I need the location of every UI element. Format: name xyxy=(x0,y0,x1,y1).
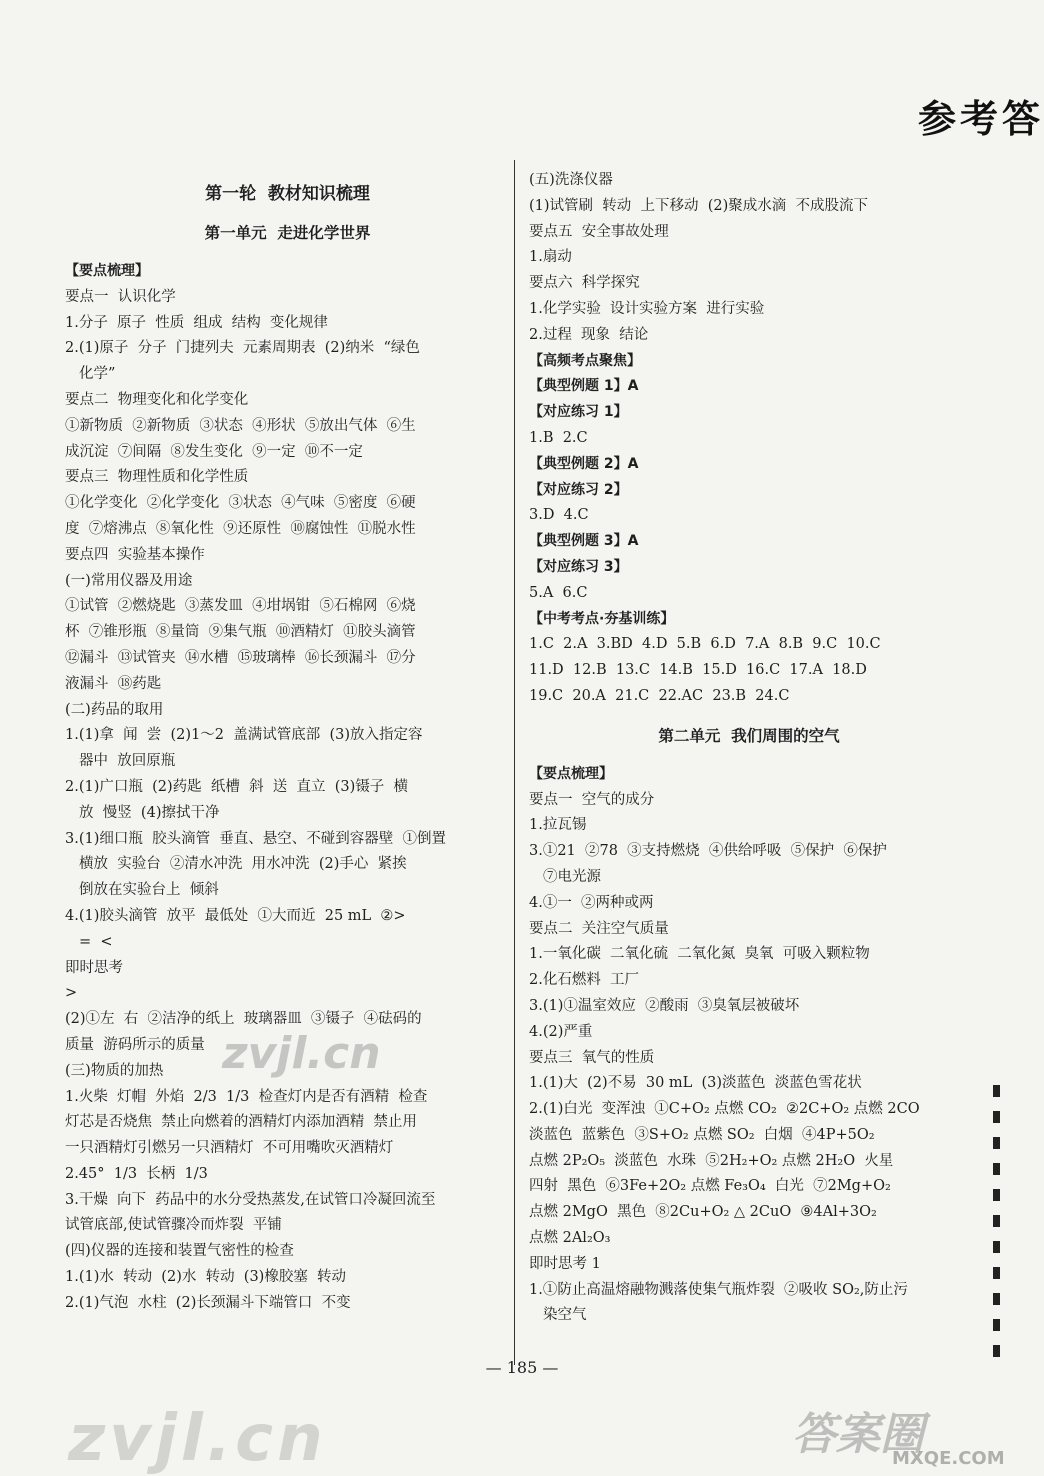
right-line-7: 【高频考点聚焦】 xyxy=(529,352,641,369)
right-line-6: 2.过程 现象 结论 xyxy=(529,326,649,343)
right-line-10: 1.B 2.C xyxy=(529,429,588,446)
right-line-9: 【对应练习 1】 xyxy=(529,404,628,421)
right-column xyxy=(529,168,969,1329)
left-line-27: 4.(1)胶头滴管 放平 最低处 ①大而近 25 mL ②> xyxy=(65,907,406,924)
right-line-28: 要点二 关注空气质量 xyxy=(529,920,669,937)
edge-marks xyxy=(993,1085,1000,1371)
right-line-11: 【典型例题 2】A xyxy=(529,455,639,472)
right-line-2: 要点五 安全事故处理 xyxy=(529,223,669,240)
right-line-8: 【典型例题 1】A xyxy=(529,378,639,395)
left-line-24: 3.(1)细口瓶 胶头滴管 垂直、悬空、不碰到容器壁 ①倒置 xyxy=(65,830,447,847)
right-line-16: 5.A 6.C xyxy=(529,584,588,601)
right-line-1: (1)试管刷 转动 上下移动 (2)聚成水滴 不成股流下 xyxy=(529,197,868,214)
left-line-11: ①化学变化 ②化学变化 ③状态 ④气味 ⑤密度 ⑥硬 xyxy=(65,495,416,512)
right-line-26: ⑦电光源 xyxy=(543,868,601,885)
right-line-42: 1.①防止高温熔融物溅落使集气瓶炸裂 ②吸收 SO₂,防止污 xyxy=(529,1281,908,1298)
left-column xyxy=(65,168,510,1317)
left-line-0: 第一轮 教材知识梳理 xyxy=(205,184,370,204)
right-line-35: 2.(1)白光 变浑浊 ①C+O₂ 点燃 CO₂ ②2C+O₂ 点燃 2CO xyxy=(529,1101,920,1118)
left-line-25: 横放 实验台 ②清水冲洗 用水冲洗 (2)手心 紧挨 xyxy=(79,856,407,873)
left-line-10: 要点三 物理性质和化学性质 xyxy=(65,469,249,486)
right-line-15: 【对应练习 3】 xyxy=(529,558,628,575)
right-line-38: 四射 黑色 ⑥3Fe+2O₂ 点燃 Fe₃O₄ 白光 ⑦2Mg+O₂ xyxy=(529,1178,891,1195)
left-line-30: > xyxy=(65,985,78,1002)
right-line-27: 4.①一 ②两种或两 xyxy=(529,894,654,911)
watermark-1: zvjl.cn xyxy=(222,1028,381,1079)
left-line-31: (2)①左 右 ②洁净的纸上 玻璃器皿 ③镊子 ④砝码的 xyxy=(65,1011,422,1028)
right-line-18: 1.C 2.A 3.BD 4.D 5.B 6.D 7.A 8.B 9.C 10.C xyxy=(529,636,881,653)
right-line-13: 3.D 4.C xyxy=(529,507,589,524)
left-line-17: ⑫漏斗 ⑬试管夹 ⑭水槽 ⑮玻璃棒 ⑯长颈漏斗 ⑰分 xyxy=(65,649,416,666)
right-line-4: 要点六 科学探究 xyxy=(529,275,640,292)
left-line-5: 2.(1)原子 分子 门捷列夫 元素周期表 (2)纳米 “绿色 xyxy=(65,340,420,357)
left-line-37: 2.45° 1/3 长柄 1/3 xyxy=(65,1165,208,1182)
left-line-13: 要点四 实验基本操作 xyxy=(65,546,205,563)
right-line-19: 11.D 12.B 13.C 14.B 15.D 16.C 17.A 18.D xyxy=(529,662,867,679)
left-line-38: 3.干燥 向下 药品中的水分受热蒸发,在试管口冷凝回流至 xyxy=(65,1191,436,1208)
left-line-18: 液漏斗 ⑱药匙 xyxy=(65,675,162,692)
left-line-22: 2.(1)广口瓶 (2)药匙 纸槽 斜 送 直立 (3)镊子 横 xyxy=(65,778,408,795)
watermark-logo: 答案圈 xyxy=(792,1409,924,1460)
left-line-3: 要点一 认识化学 xyxy=(65,288,176,305)
left-line-6: 化学” xyxy=(79,366,116,383)
right-line-24: 1.拉瓦锡 xyxy=(529,817,587,834)
left-line-23: 放 慢竖 (4)擦拭干净 xyxy=(79,804,220,821)
left-line-4: 1.分子 原子 性质 组成 结构 变化规律 xyxy=(65,314,328,331)
right-line-31: 3.(1)①温室效应 ②酸雨 ③臭氧层被破坏 xyxy=(529,997,800,1014)
left-line-8: ①新物质 ②新物质 ③状态 ④形状 ⑤放出气体 ⑥生 xyxy=(65,417,416,434)
left-line-28: = < xyxy=(79,933,113,950)
right-line-20: 19.C 20.A 21.C 22.AC 23.B 24.C xyxy=(529,687,790,704)
left-line-2: 【要点梳理】 xyxy=(65,263,149,279)
left-line-7: 要点二 物理变化和化学变化 xyxy=(65,391,249,408)
right-line-14: 【典型例题 3】A xyxy=(529,533,639,550)
right-line-25: 3.①21 ②78 ③支持燃烧 ④供给呼吸 ⑤保护 ⑥保护 xyxy=(529,843,887,860)
right-line-5: 1.化学实验 设计实验方案 进行实验 xyxy=(529,300,765,317)
right-line-39: 点燃 2MgO 黑色 ⑧2Cu+O₂ △ 2CuO ⑨4Al+3O₂ xyxy=(529,1204,877,1221)
left-line-12: 度 ⑦熔沸点 ⑧氧化性 ⑨还原性 ⑩腐蚀性 ⑪脱水性 xyxy=(65,520,416,537)
right-line-12: 【对应练习 2】 xyxy=(529,481,628,498)
right-line-22: 【要点梳理】 xyxy=(529,765,613,782)
left-line-33: (三)物质的加热 xyxy=(65,1062,164,1079)
left-line-41: 1.(1)水 转动 (2)水 转动 (3)橡胶塞 转动 xyxy=(65,1269,347,1286)
right-line-21: 第二单元 我们周围的空气 xyxy=(658,726,840,745)
left-line-21: 器中 放回原瓶 xyxy=(79,753,176,770)
page-title: 参考答 xyxy=(918,97,1044,141)
left-line-42: 2.(1)气泡 水柱 (2)长颈漏斗下端管口 不变 xyxy=(65,1294,351,1311)
left-line-32: 质量 游码所示的质量 xyxy=(65,1036,205,1053)
right-line-36: 淡蓝色 蓝紫色 ③S+O₂ 点燃 SO₂ 白烟 ④4P+5O₂ xyxy=(529,1126,875,1143)
right-line-41: 即时思考 1 xyxy=(529,1255,601,1272)
left-line-26: 倒放在实验台上 倾斜 xyxy=(79,882,219,899)
right-line-17: 【中考考点·夯基训练】 xyxy=(529,610,675,627)
right-line-0: (五)洗涤仪器 xyxy=(529,172,613,188)
left-line-40: (四)仪器的连接和装置气密性的检查 xyxy=(65,1243,294,1260)
left-line-39: 试管底部,使试管骤冷而炸裂 平铺 xyxy=(65,1217,282,1234)
right-line-33: 要点三 氧气的性质 xyxy=(529,1049,655,1066)
left-line-1: 第一单元 走进化学世界 xyxy=(204,224,371,242)
right-line-40: 点燃 2Al₂O₃ xyxy=(529,1230,611,1247)
left-line-36: 一只酒精灯引燃另一只酒精灯 不可用嘴吹灭酒精灯 xyxy=(65,1140,394,1157)
watermark-url: MXQE.COM xyxy=(892,1448,1005,1469)
right-line-32: 4.(2)严重 xyxy=(529,1023,593,1040)
right-line-43: 染空气 xyxy=(543,1307,587,1324)
left-line-14: (一)常用仪器及用途 xyxy=(65,572,193,589)
right-line-3: 1.扇动 xyxy=(529,249,572,266)
left-line-34: 1.火柴 灯帽 外焰 2/3 1/3 检查灯内是否有酒精 检查 xyxy=(65,1088,428,1105)
right-line-23: 要点一 空气的成分 xyxy=(529,791,655,808)
watermark-2: zvjl.cn xyxy=(68,1402,327,1476)
left-line-19: (二)药品的取用 xyxy=(65,701,164,718)
right-line-37: 点燃 2P₂O₅ 淡蓝色 水珠 ⑤2H₂+O₂ 点燃 2H₂O 火星 xyxy=(529,1152,894,1169)
left-line-16: 杯 ⑦锥形瓶 ⑧量筒 ⑨集气瓶 ⑩酒精灯 ⑪胶头滴管 xyxy=(65,624,416,641)
left-line-9: 成沉淀 ⑦间隔 ⑧发生变化 ⑨一定 ⑩不一定 xyxy=(65,443,363,460)
right-line-30: 2.化石燃料 工厂 xyxy=(529,972,640,989)
left-line-20: 1.(1)拿 闻 尝 (2)1～2 盖满试管底部 (3)放入指定容 xyxy=(65,727,423,744)
left-line-29: 即时思考 xyxy=(65,959,123,976)
right-line-34: 1.(1)大 (2)不易 30 mL (3)淡蓝色 淡蓝色雪花状 xyxy=(529,1075,862,1092)
column-divider xyxy=(514,160,515,1365)
page-number: — 185 — xyxy=(485,1358,559,1377)
right-line-29: 1.一氧化碳 二氧化硫 二氧化氮 臭氧 可吸入颗粒物 xyxy=(529,946,870,963)
left-line-35: 灯芯是否烧焦 禁止向燃着的酒精灯内添加酒精 禁止用 xyxy=(65,1114,417,1131)
left-line-15: ①试管 ②燃烧匙 ③蒸发皿 ④坩埚钳 ⑤石棉网 ⑥烧 xyxy=(65,598,416,615)
